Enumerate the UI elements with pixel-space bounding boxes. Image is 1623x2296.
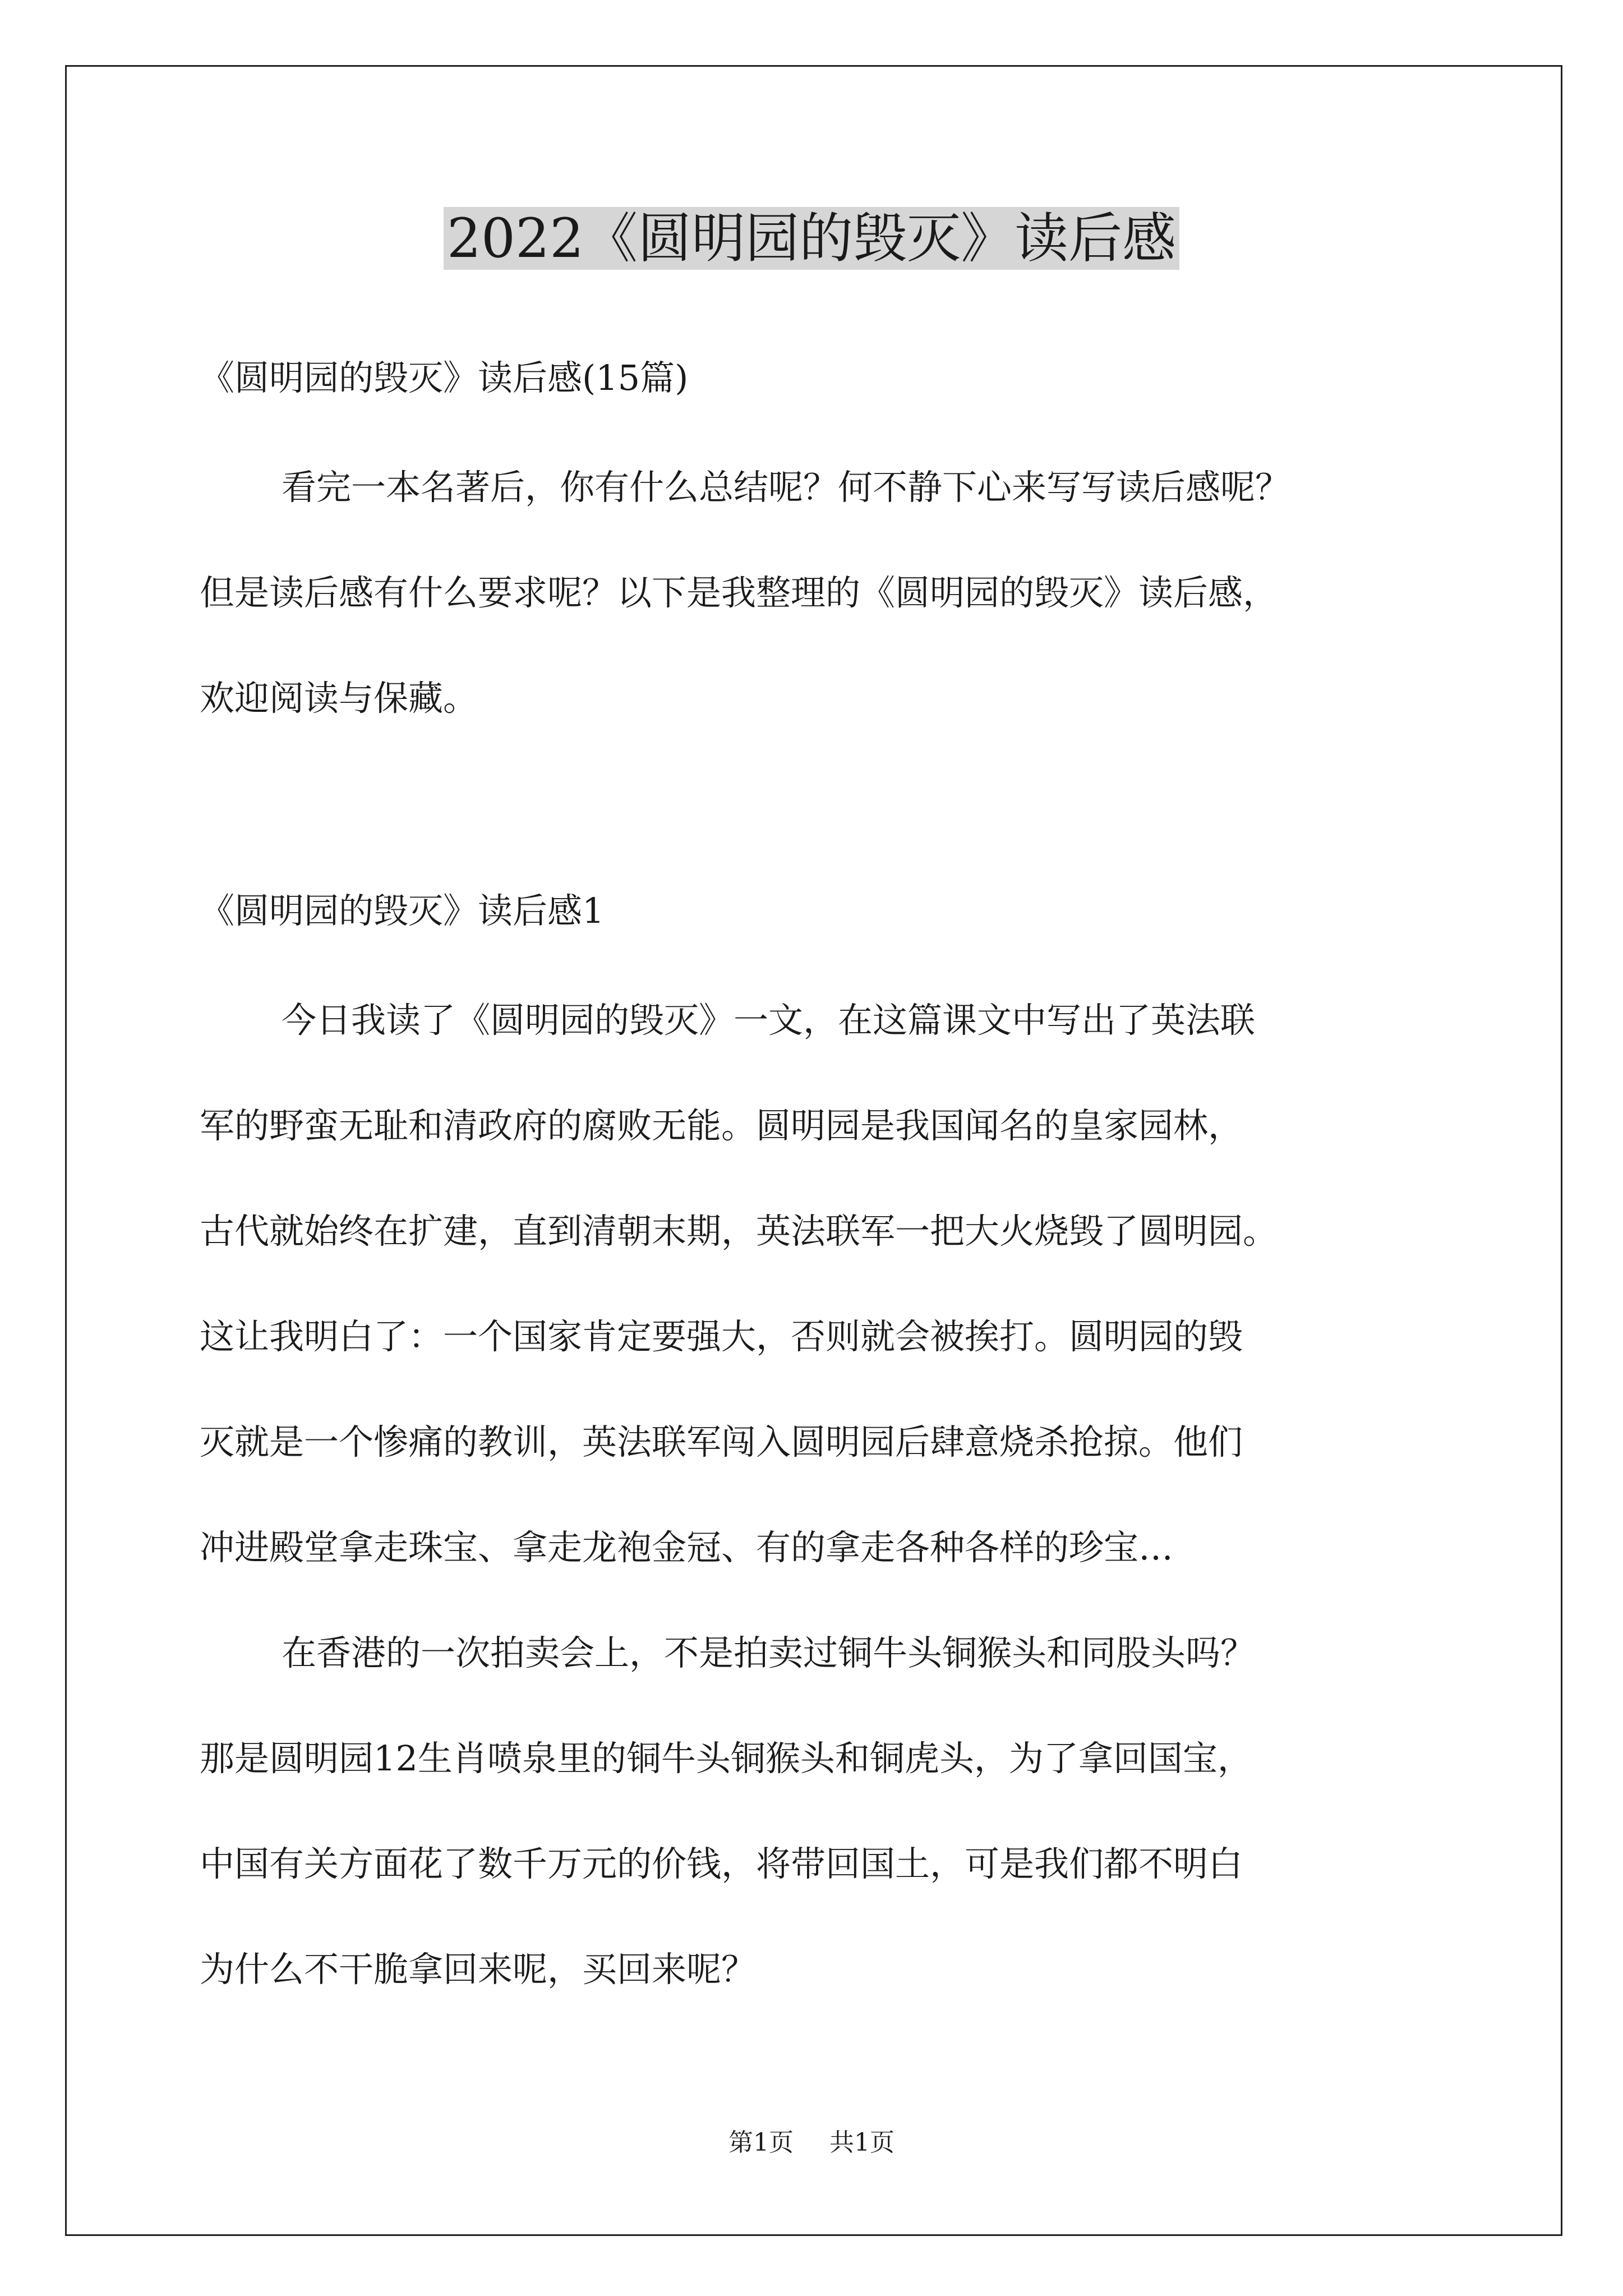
intro-paragraph [200, 435, 1439, 751]
page-number: 第1页 [728, 2128, 794, 2157]
paragraph-1 [200, 968, 1439, 1600]
paragraph-line: 这让我明白了：一个国家肯定要强大，否则就会被挨打。圆明园的毁 [200, 1316, 1243, 1357]
subtitle: 《圆明园的毁灭》读后感(15篇) [200, 357, 689, 398]
paragraph-line: 中国有关方面花了数千万元的价钱，将带回国土，可是我们都不明白 [200, 1843, 1243, 1884]
paragraph-line: 那是圆明园12生肖喷泉里的铜牛头铜猴头和铜虎头，为了拿回国宝， [200, 1738, 1252, 1779]
document-title [0, 199, 1623, 278]
paragraph-line: 今日我读了《圆明园的毁灭》一文，在这篇课文中写出了英法联 [282, 1000, 1256, 1041]
paragraph-line: 灭就是一个惨痛的教训，英法联军闯入圆明园后肆意烧杀抢掠。他们 [200, 1421, 1243, 1462]
paragraph-line: 为什么不干脆拿回来呢，买回来呢？ [200, 1949, 757, 1990]
paragraph-2 [200, 1600, 1439, 2022]
paragraph-line: 古代就始终在扩建，直到清朝末期，英法联军一把大火烧毁了圆明园。 [200, 1211, 1278, 1251]
page-total: 共1页 [829, 2128, 895, 2157]
paragraph-line: 冲进殿堂拿走珠宝、拿走龙袍金冠、有的拿走各种各样的珍宝… [200, 1527, 1174, 1568]
intro-line: 但是读后感有什么要求呢？以下是我整理的《圆明园的毁灭》读后感， [200, 572, 1278, 613]
section-heading: 《圆明园的毁灭》读后感1 [200, 890, 605, 931]
title-text: 2022《圆明园的毁灭》读后感 [444, 207, 1179, 270]
intro-line: 欢迎阅读与保藏。 [200, 678, 478, 719]
page-footer [0, 2126, 1623, 2160]
intro-line: 看完一本名著后，你有什么总结呢？何不静下心来写写读后感呢？ [282, 467, 1290, 508]
paragraph-line: 在香港的一次拍卖会上，不是拍卖过铜牛头铜猴头和同股头吗？ [282, 1632, 1256, 1673]
paragraph-line: 军的野蛮无耻和清政府的腐败无能。圆明园是我国闻名的皇家园林， [200, 1105, 1243, 1146]
